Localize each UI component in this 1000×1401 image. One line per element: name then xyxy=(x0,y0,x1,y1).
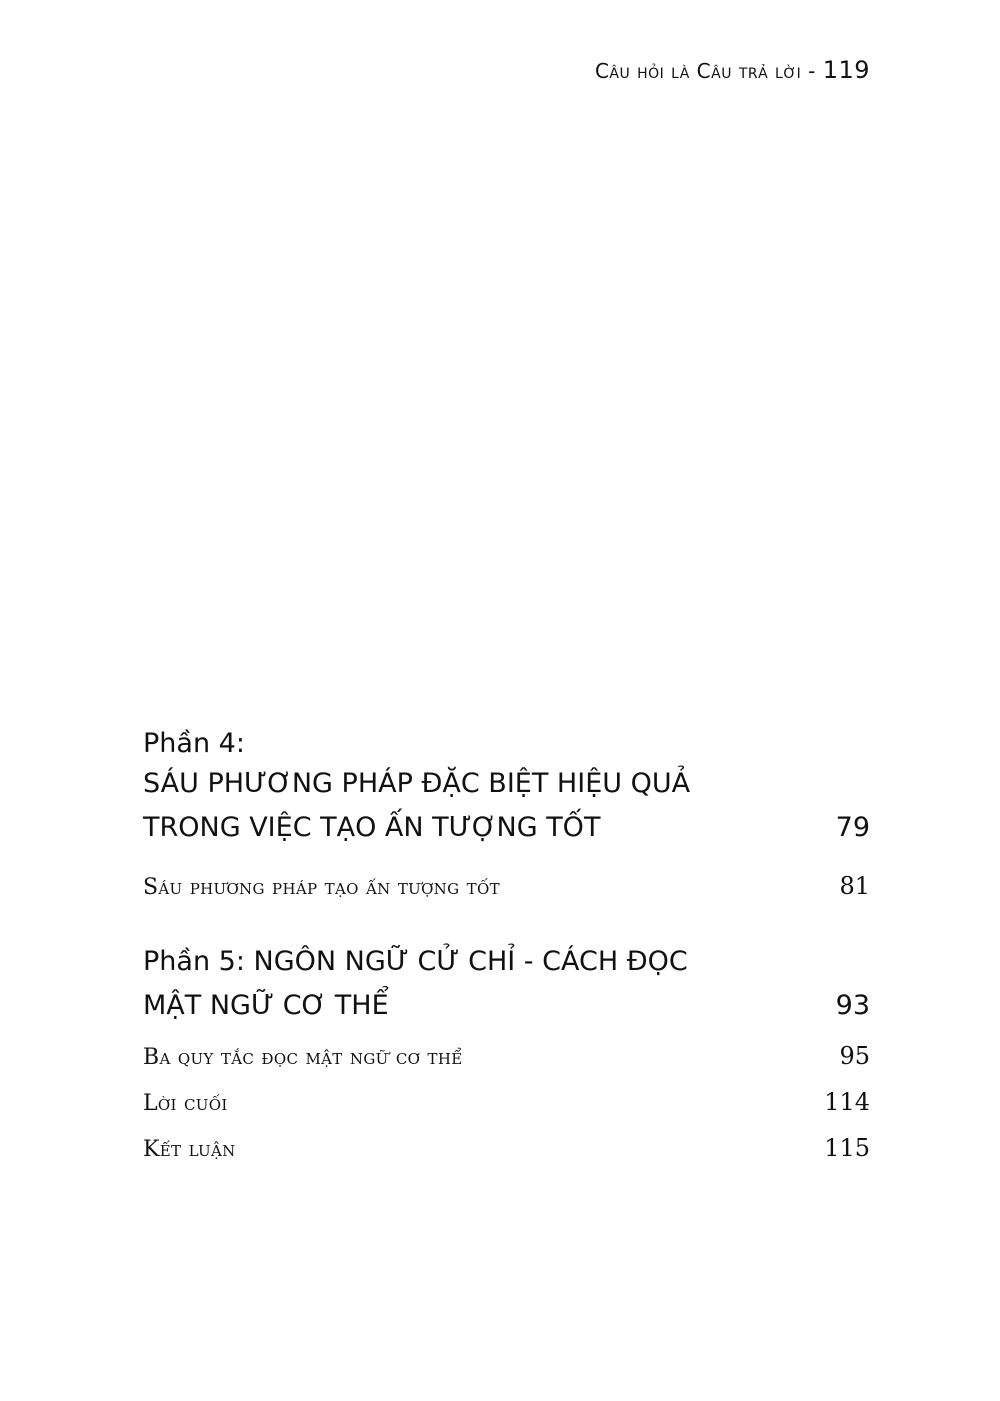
part-4-label: Phần 4: xyxy=(143,728,245,759)
running-header xyxy=(595,56,870,84)
part-4-title-line-1: SÁU PHƯƠNG PHÁP ĐẶC BIỆT HIỆU QUẢ xyxy=(143,768,691,799)
part-4-page: 79 xyxy=(835,812,870,843)
toc-entry-page: 114 xyxy=(824,1088,870,1116)
toc-entry-label: Ba quy tắc đọc mật ngữ cơ thể xyxy=(143,1045,463,1070)
page-number: 119 xyxy=(822,56,870,84)
toc-entry-page: 95 xyxy=(839,1042,870,1070)
part-5-title-line-1: Phần 5: NGÔN NGỮ CỬ CHỈ - CÁCH ĐỌC xyxy=(143,946,688,977)
toc-entry xyxy=(143,1126,870,1172)
toc-entry-page: 81 xyxy=(839,872,870,900)
table-of-contents xyxy=(143,726,870,1172)
toc-entry-label: Kết luận xyxy=(143,1137,236,1162)
part-4-title-line-2: TRONG VIỆC TẠO ẤN TƯỢNG TỐT xyxy=(143,812,601,843)
toc-entry xyxy=(143,864,870,910)
part-5-title-row xyxy=(143,984,870,1028)
toc-entry xyxy=(143,1034,870,1080)
part-5-title-line-2: MẬT NGỮ CƠ THỂ xyxy=(143,990,389,1021)
running-title: Câu hỏi là Câu trả lời - xyxy=(594,59,816,83)
part-5-page: 93 xyxy=(835,990,870,1021)
part-4-entries xyxy=(143,864,870,910)
toc-entry xyxy=(143,1080,870,1126)
part-4-title-row xyxy=(143,806,870,850)
toc-entry-label: Sáu phương pháp tạo ấn tượng tốt xyxy=(143,875,500,900)
toc-entry-label: Lời cuối xyxy=(143,1091,228,1116)
toc-part-4 xyxy=(143,726,870,910)
toc-entry-page: 115 xyxy=(824,1134,870,1162)
part-5-entries xyxy=(143,1034,870,1172)
toc-part-5 xyxy=(143,940,870,1172)
